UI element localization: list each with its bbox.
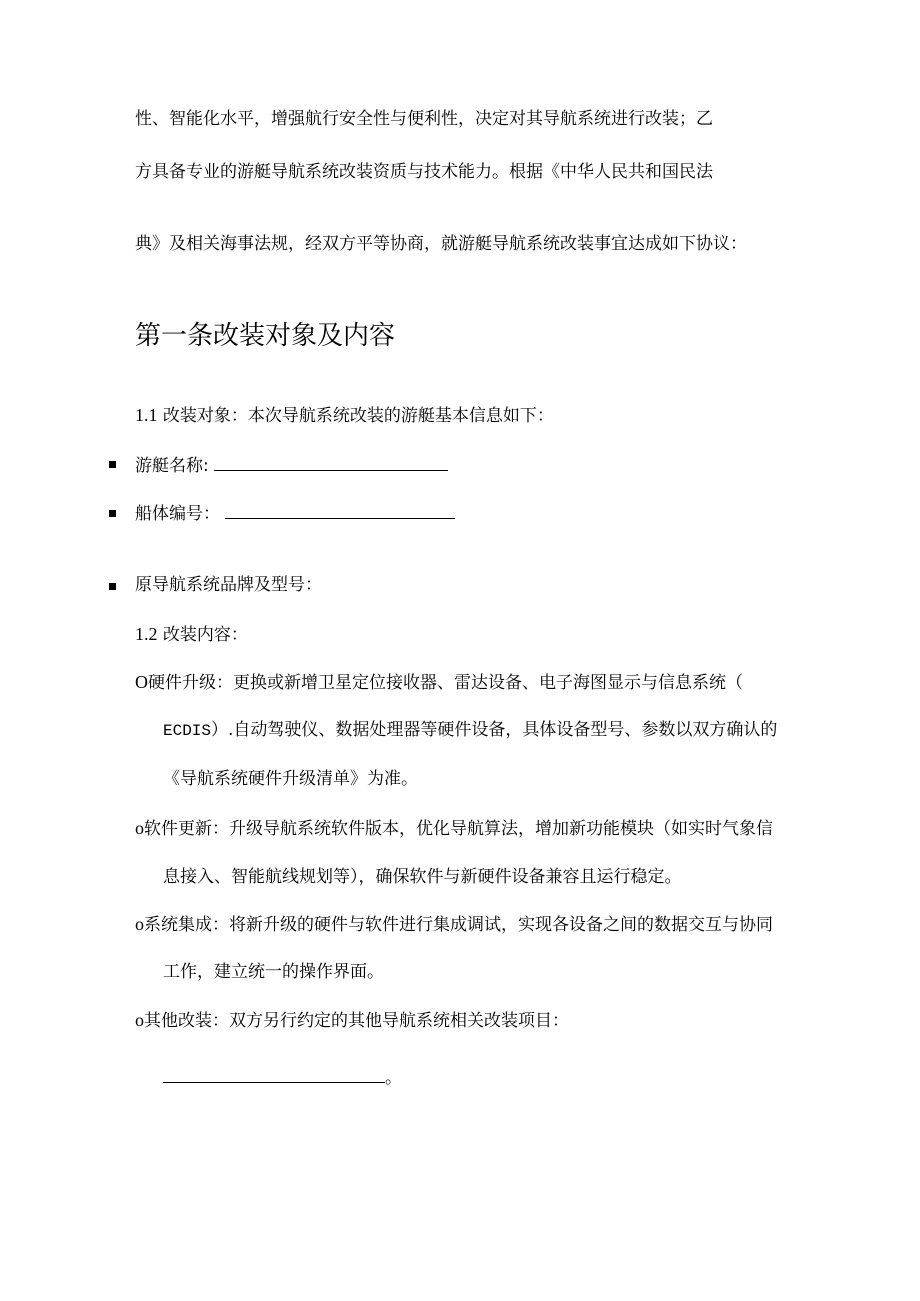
section-1-1-number: 1.1: [135, 405, 158, 425]
software-update-marker: o: [135, 818, 144, 838]
article-1-title: 第一条改装对象及内容: [135, 321, 396, 351]
intro-line-2: 方具备专业的游艇导航系统改装资质与技术能力。根据《中华人民共和国民法: [135, 162, 713, 182]
other-mods-marker: o: [135, 1010, 144, 1030]
hardware-upgrade-text-1: 硬件升级：更换或新增卫星定位接收器、雷达设备、电子海图显示与信息系统（: [148, 673, 743, 693]
other-mods-end-punct: 。: [385, 1068, 402, 1088]
software-update-line-2: 息接入、智能航线规划等），确保软件与新硬件设备兼容且运行稳定。: [163, 867, 682, 887]
other-mods-text-1: 其他改装：双方另行约定的其他导航系统相关改装项目：: [144, 1011, 569, 1031]
other-mods-line-1: [135, 1008, 569, 1033]
hardware-upgrade-line-1: [135, 670, 743, 695]
hardware-upgrade-line-3: 《导航系统硬件升级清单》为准。: [163, 769, 418, 789]
square-bullet-icon: [109, 510, 116, 517]
intro-line-3: 典》及相关海事法规，经双方平等协商，就游艇导航系统改装事宜达成如下协议：: [135, 234, 747, 254]
section-1-1-text: 改装对象：本次导航系统改装的游艇基本信息如下：: [162, 406, 554, 426]
square-bullet-icon: [109, 583, 116, 590]
section-1-1: [135, 403, 554, 428]
other-mods-blank: [163, 1064, 385, 1083]
other-mods-line-2: [163, 1064, 402, 1090]
system-integration-line-1: [135, 912, 773, 937]
software-update-line-1: [135, 816, 773, 841]
square-bullet-icon: [109, 461, 116, 468]
section-1-2: [135, 622, 248, 647]
hull-number-row: [135, 500, 455, 526]
section-1-2-number: 1.2: [135, 624, 158, 644]
yacht-name-blank: [214, 452, 448, 471]
system-integration-marker: o: [135, 914, 144, 934]
system-integration-text-1: 系统集成：将新升级的硬件与软件进行集成调试，实现各设备之间的数据交互与协同: [144, 915, 773, 935]
hull-number-blank: [225, 500, 455, 519]
section-1-2-text: 改装内容：: [162, 625, 248, 645]
software-update-text-1: 软件更新：升级导航系统软件版本，优化导航算法，增加新功能模块（如实时气象信: [144, 819, 773, 839]
hardware-upgrade-text-2: ）.自动驾驶仪、数据处理器等硬件设备，具体设备型号、参数以双方确认的: [211, 720, 778, 740]
original-system-label: 原导航系统品牌及型号：: [135, 575, 322, 595]
yacht-name-row: [135, 452, 448, 478]
hull-number-label: 船体编号：: [135, 504, 220, 524]
yacht-name-label: 游艇名称:: [135, 456, 209, 476]
hardware-upgrade-line-2: [163, 718, 777, 743]
intro-line-1: 性、智能化水平，增强航行安全性与便利性，决定对其导航系统进行改装；乙: [135, 109, 713, 129]
hardware-upgrade-marker: O: [135, 672, 148, 692]
system-integration-line-2: 工作，建立统一的操作界面。: [163, 962, 384, 982]
ecdis-abbrev: ECDIS: [163, 722, 212, 740]
